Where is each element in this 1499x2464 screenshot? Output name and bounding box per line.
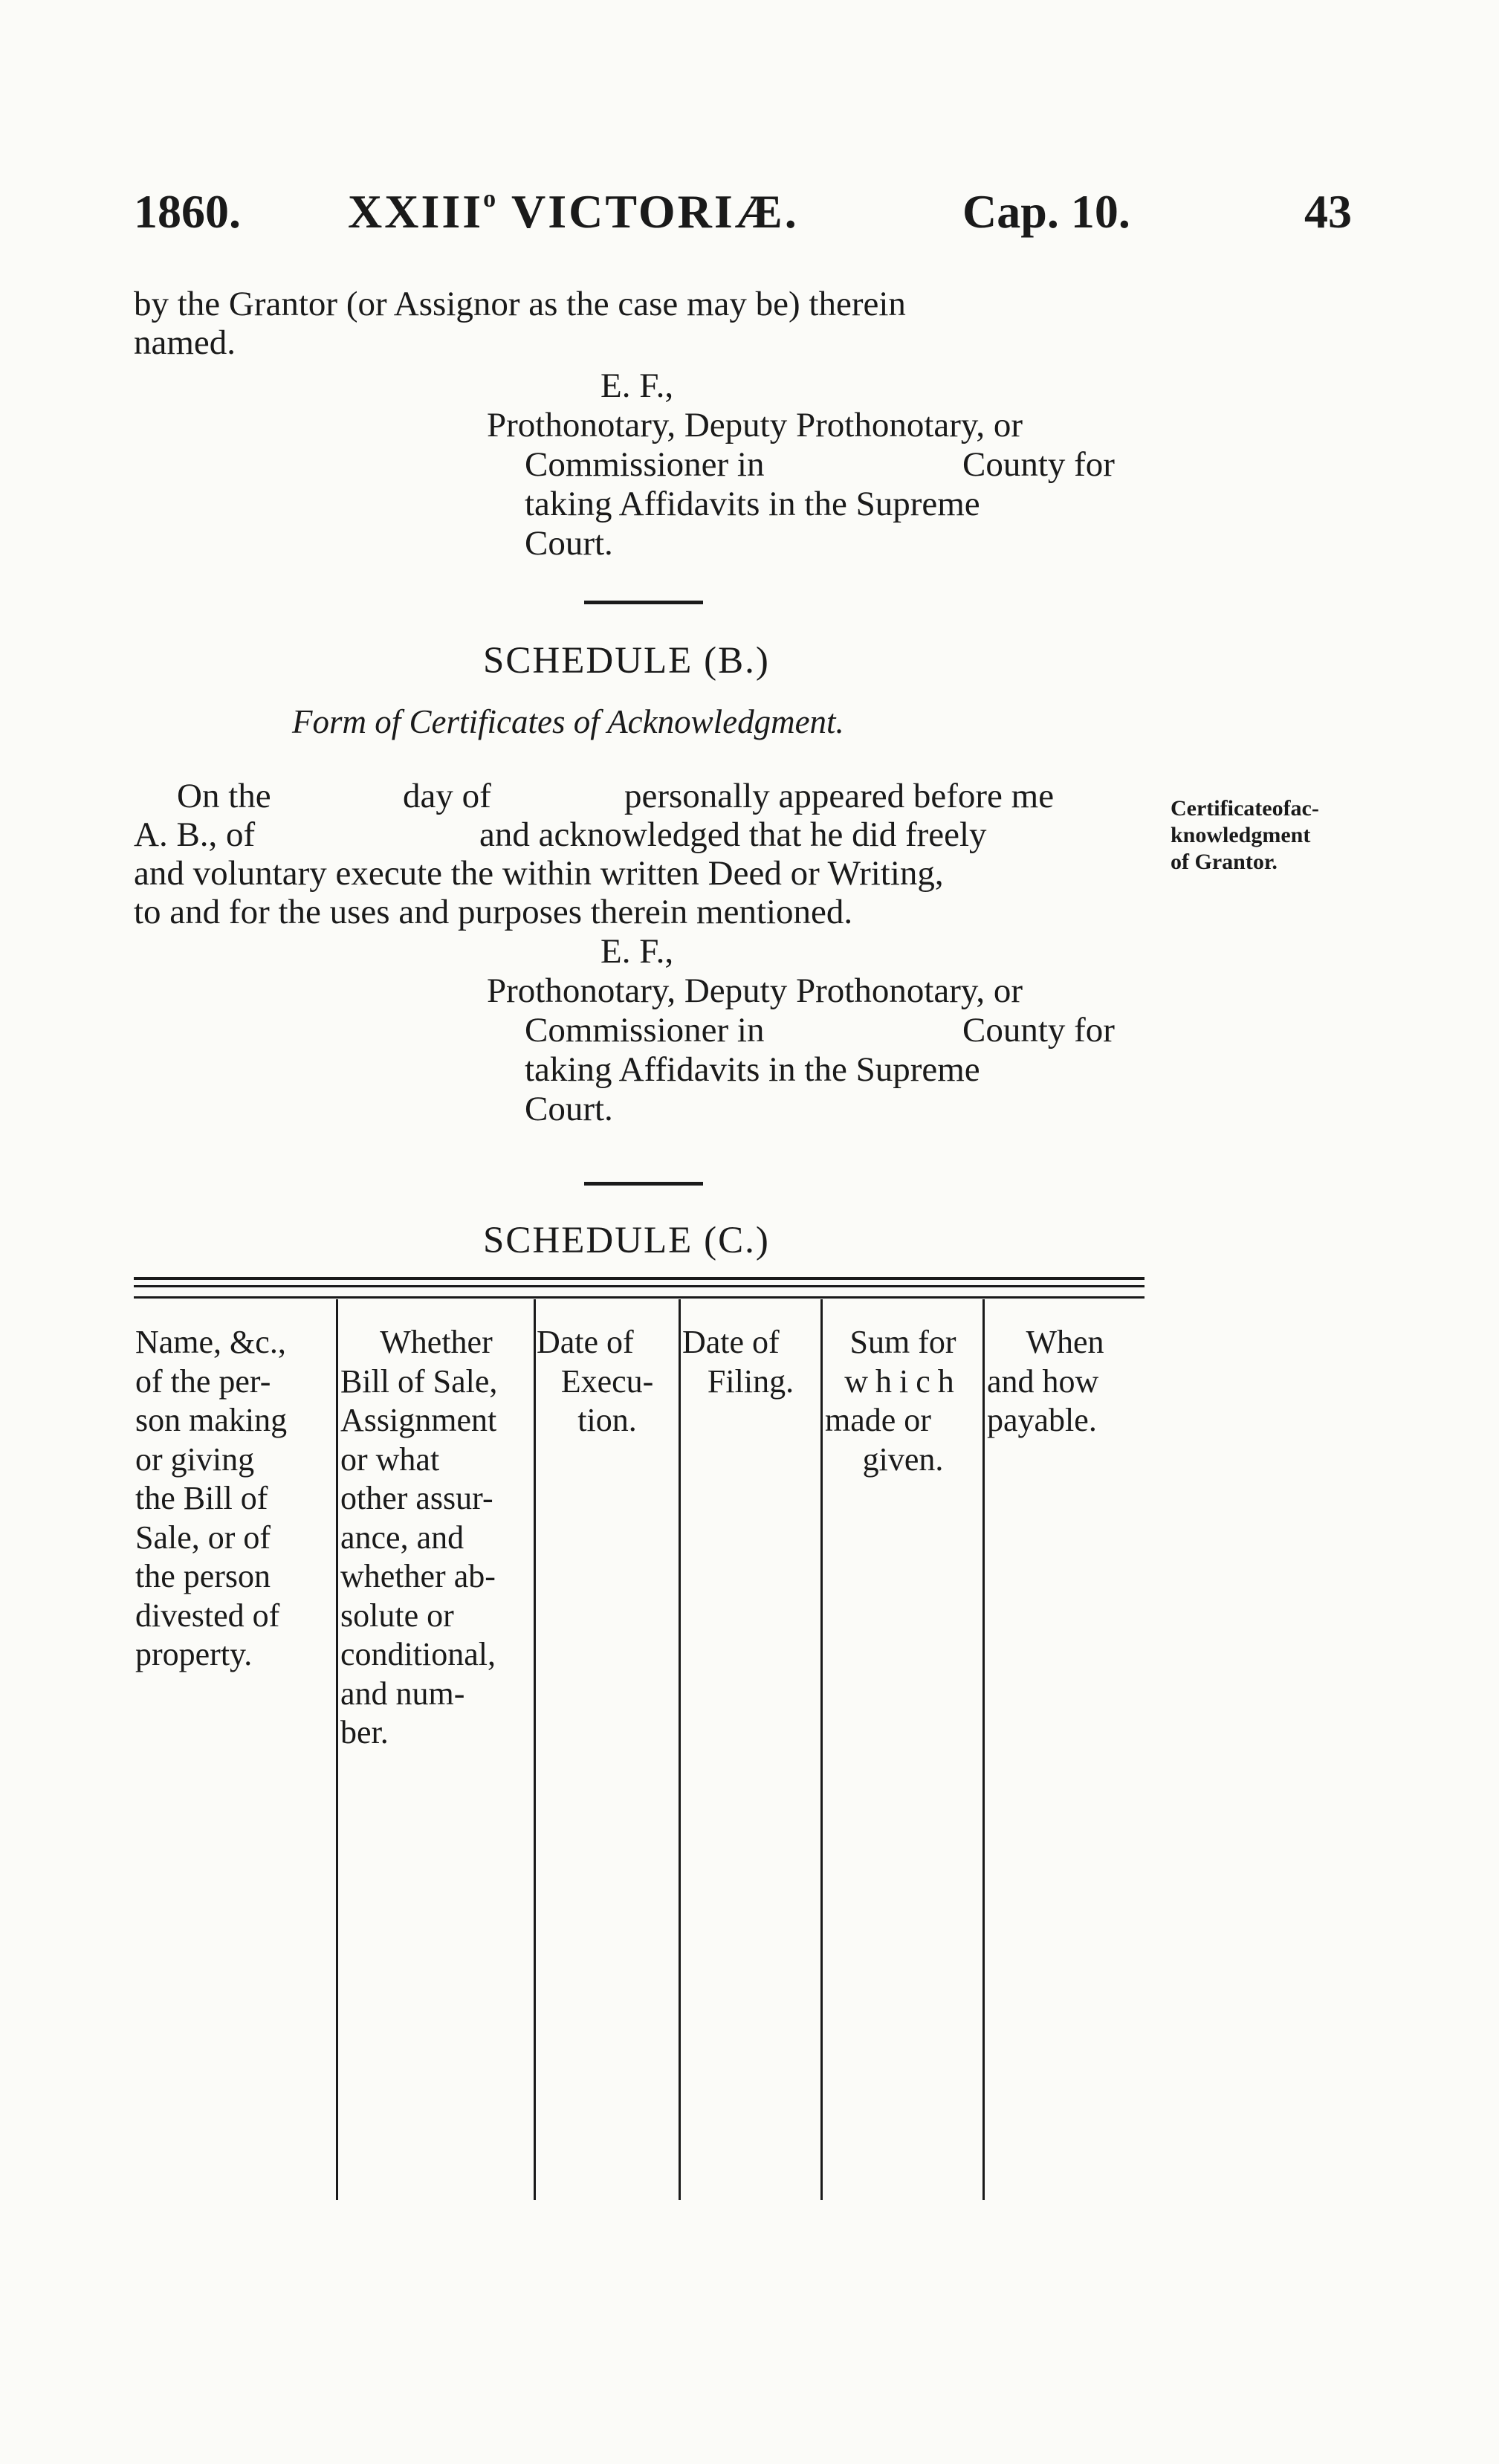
table-header-rule [134,1296,1145,1299]
column-1-line: the person [135,1558,271,1594]
column-6-line: payable. [987,1402,1097,1438]
header-chapter: Cap. 10. [962,185,1130,238]
schedule-b-p2-b: and acknowledged that he did freely [479,815,987,854]
header-title [348,184,799,239]
column-2-line: ber. [340,1714,389,1750]
table-column-filing-date [682,1323,819,1401]
signature-1-line-2b: County for [962,445,1115,484]
page-number: 43 [1304,185,1352,238]
column-6-line: and how [987,1362,1099,1400]
table-column-instrument [340,1323,532,1753]
column-5-line: which [844,1362,962,1400]
column-2-line: Assignment [340,1402,497,1438]
table-column-divider-1 [336,1299,338,2200]
table-column-name [135,1323,333,1675]
column-6-line: When [1026,1324,1104,1360]
table-column-divider-4 [820,1299,823,2200]
header-title-numeral: XXIII [348,185,484,238]
column-1-line: the Bill of [135,1480,268,1516]
column-1-line: of the per- [135,1362,271,1400]
schedule-b-form-title: Form of Certificates of Acknowledgment. [292,703,844,740]
column-2-line: Whether [380,1324,493,1360]
column-1-line: property. [135,1636,253,1672]
header-year: 1860. [134,185,241,238]
signature-2-line-3: taking Affidavits in the Supreme [525,1050,980,1089]
column-2-line: other assur- [340,1480,493,1516]
header-title-superscript: o [483,185,499,213]
column-4-line: Date of [682,1324,780,1360]
column-2-line: or what [340,1440,440,1478]
margin-note-line-3: of Grantor. [1171,850,1278,874]
margin-note-line-1: Certificateofac- [1171,796,1319,821]
signature-1-name: E. F., [600,366,674,405]
column-2-line: and num- [340,1675,465,1712]
column-2-line: conditional, [340,1636,496,1672]
table-column-divider-2 [534,1299,536,2200]
column-5-line: made or [825,1402,931,1438]
schedule-b-p4: to and for the uses and purposes therein mentioned. [134,893,853,931]
column-1-line: divested of [135,1597,280,1634]
section-divider-1 [584,601,703,604]
column-1-line: son making [135,1402,288,1438]
section-divider-2 [584,1182,703,1186]
signature-2-line-4: Court. [525,1090,613,1128]
signature-1-line-3: taking Affidavits in the Supreme [525,485,980,523]
column-1-line: or giving [135,1440,255,1478]
column-2-line: ance, and [340,1519,464,1556]
signature-1-line-2a: Commissioner in [525,445,765,484]
signature-2-line-2a: Commissioner in [525,1011,765,1050]
signature-1-line-4: Court. [525,524,613,563]
intro-line-1: by the Grantor (or Assignor as the case may be) therein [134,285,906,323]
table-top-rule [134,1277,1145,1280]
column-2-line: Bill of Sale, [340,1362,498,1400]
column-2-line: whether ab- [340,1558,496,1594]
schedule-b-p2-a: A. B., of [134,815,256,854]
table-column-payable [987,1323,1143,1440]
table-column-execution-date [537,1323,678,1440]
intro-line-2: named. [134,323,236,362]
schedule-b-title: SCHEDULE (B.) [483,640,770,682]
table-column-divider-3 [679,1299,681,2200]
table-column-sum [825,1323,981,1479]
column-1-line: Sale, or of [135,1519,271,1556]
margin-note-line-2: knowledgment [1171,823,1311,847]
column-1-line: Name, &c., [135,1324,286,1360]
signature-2-line-2b: County for [962,1011,1115,1050]
column-3-line: Execu- [560,1362,654,1400]
signature-1-line-1: Prothonotary, Deputy Prothonotary, or [487,406,1023,444]
schedule-c-title: SCHEDULE (C.) [483,1220,770,1261]
column-3-line: tion. [577,1402,637,1438]
table-column-divider-5 [982,1299,985,2200]
column-4-line: Filing. [707,1362,794,1400]
schedule-b-p1-a: On the [177,777,271,815]
column-2-line: solute or [340,1597,454,1634]
column-3-line: Date of [537,1324,634,1360]
column-5-line: Sum for [849,1324,956,1360]
header-title-name: VICTORIÆ. [498,185,799,238]
column-5-line: given. [862,1440,944,1478]
schedule-b-p1-b: day of [403,777,491,815]
signature-2-line-1: Prothonotary, Deputy Prothonotary, or [487,971,1023,1010]
signature-2-name: E. F., [600,932,674,971]
schedule-b-p1-c: personally appeared before me [624,777,1055,815]
table-top-rule-double [134,1285,1145,1287]
schedule-b-p3: and voluntary execute the within written Deed or Writing, [134,854,944,893]
